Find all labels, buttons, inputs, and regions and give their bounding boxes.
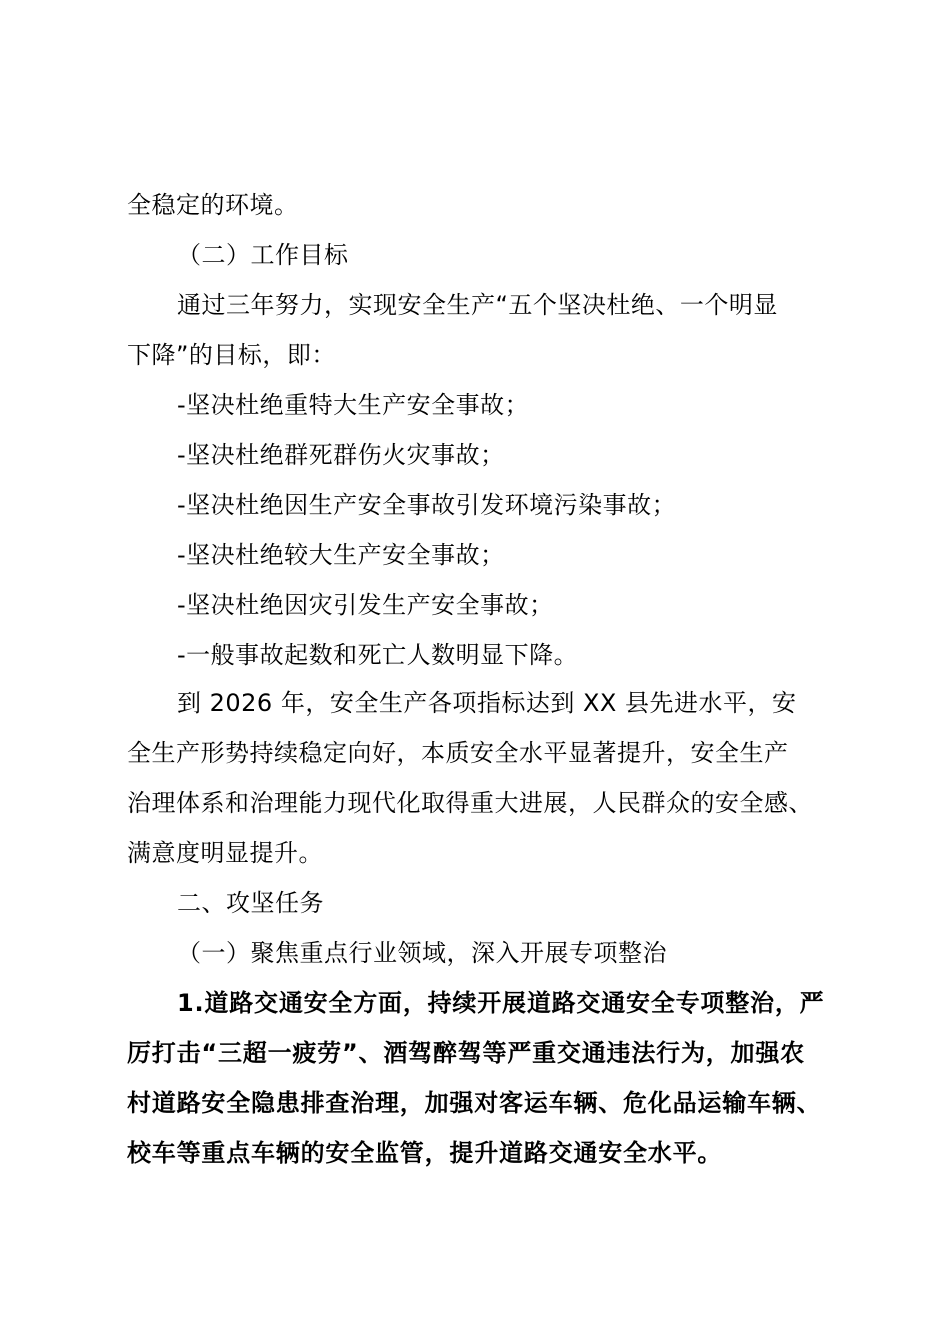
bold-paragraph-line: 厉打击“三超一疲劳”、酒驾醉驾等严重交通违法行为，加强农	[127, 1039, 805, 1067]
bold-paragraph-line: 村道路安全隐患排查治理，加强对客运车辆、危化品运输车辆、	[127, 1089, 822, 1117]
goal-list-item: -一般事故起数和死亡人数明显下降。	[177, 641, 579, 669]
section-heading-tasks: 二、攻坚任务	[177, 889, 324, 917]
body-text-line: 全稳定的环境。	[127, 191, 299, 219]
goal-list-item: -坚决杜绝重特大生产安全事故；	[177, 391, 530, 419]
body-text-line: 满意度明显提升。	[127, 839, 323, 867]
body-text-line: 全生产形势持续稳定向好，本质安全水平显著提升，安全生产	[127, 739, 789, 767]
subsection-heading: （一）聚焦重点行业领域，深入开展专项整治	[177, 939, 667, 967]
goal-list-item: -坚决杜绝因生产安全事故引发环境污染事故；	[177, 491, 677, 519]
body-text-line: 治理体系和治理能力现代化取得重大进展，人民群众的安全感、	[127, 789, 813, 817]
goal-list-item: -坚决杜绝较大生产安全事故；	[177, 541, 505, 569]
goal-list-item: -坚决杜绝群死群伤火灾事故；	[177, 441, 505, 469]
body-text-line: 到 2026 年，安全生产各项指标达到 XX 县先进水平，安	[177, 689, 797, 717]
bold-paragraph-line: 校车等重点车辆的安全监管，提升道路交通安全水平。	[127, 1139, 723, 1167]
body-text-line: 通过三年努力，实现安全生产“五个坚决杜绝、一个明显	[177, 291, 778, 319]
goal-list-item: -坚决杜绝因灾引发生产安全事故；	[177, 591, 554, 619]
bold-paragraph-line: 1.道路交通安全方面，持续开展道路交通安全专项整治，严	[177, 989, 825, 1017]
section-heading-work-goals: （二）工作目标	[177, 241, 349, 269]
body-text-line: 下降”的目标，即：	[127, 341, 336, 369]
